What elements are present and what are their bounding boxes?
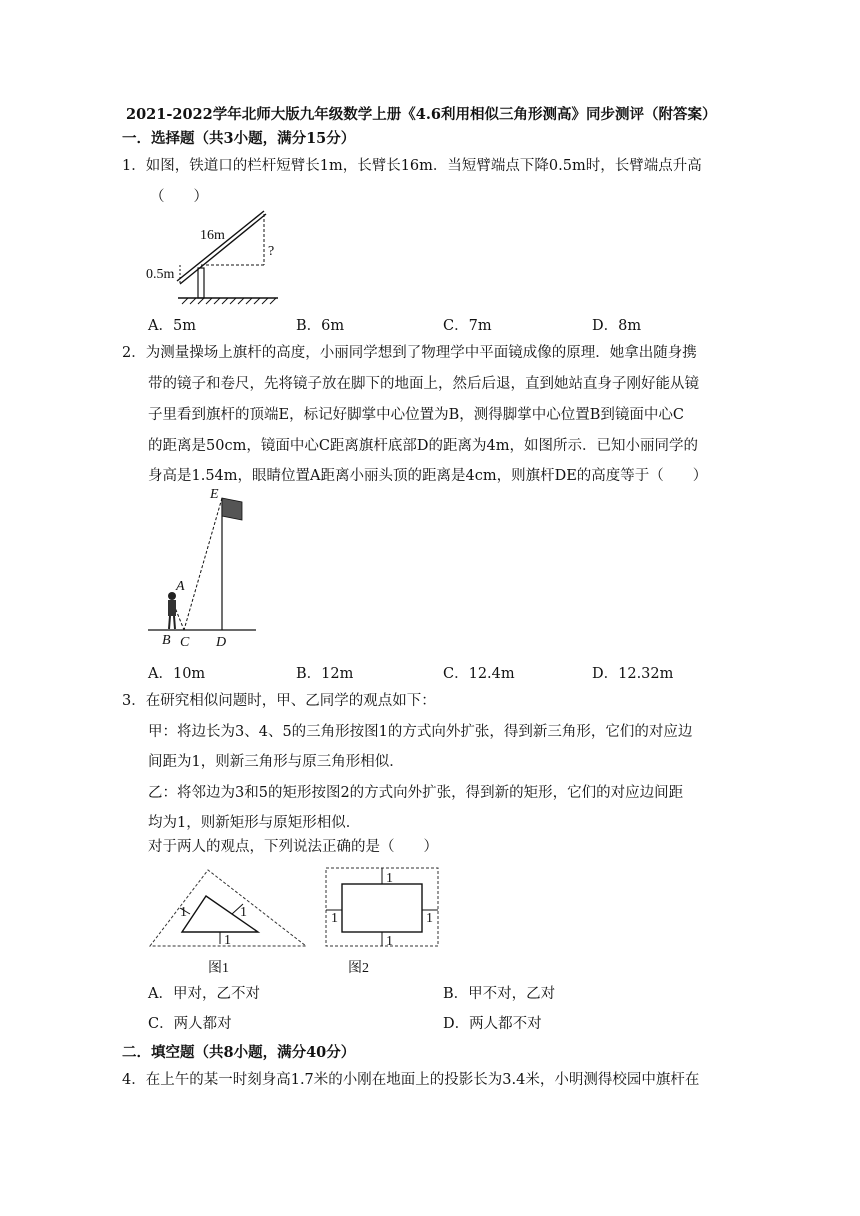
q3-option-d[interactable]: D．两人都不对 <box>443 1016 542 1032</box>
q1-option-b[interactable]: B．6m <box>296 318 345 334</box>
question-3-line-5: 均为1，则新矩形与原矩形相似． <box>148 815 361 831</box>
label-0.5m: 0.5m <box>146 267 175 282</box>
q1-option-d[interactable]: D．8m <box>592 318 642 334</box>
label-e: E <box>210 487 219 502</box>
question-3-figure-1 <box>148 864 310 976</box>
fig2-gap-right: 1 <box>426 911 433 926</box>
fig2-gap-top: 1 <box>386 871 393 886</box>
label-c: C <box>180 635 190 650</box>
fig1-gap-right: 1 <box>240 905 247 920</box>
question-3-line-4: 乙：将邻边为3和5的矩形按图2的方式向外扩张，得到新的矩形，它们的对应边间距 <box>148 785 684 801</box>
question-1-figure <box>140 205 290 305</box>
label-unknown: ? <box>268 244 275 259</box>
question-2-line-1: 2．为测量操场上旗杆的高度，小丽同学想到了物理学中平面镜成像的原理．她拿出随身携 <box>122 345 697 361</box>
question-4-line-1: 4．在上午的某一时刻身高1.7米的小刚在地面上的投影长为3.4米，小明测得校园中旗杆在 <box>122 1072 700 1088</box>
fig1-gap-left: 1 <box>180 905 187 920</box>
question-3-line-6: 对于两人的观点，下列说法正确的是（ ） <box>148 839 438 855</box>
question-3-line-3: 间距为1，则新三角形与原三角形相似． <box>148 754 404 770</box>
figure-2-caption: 图2 <box>348 961 369 976</box>
q3-option-c[interactable]: C．两人都对 <box>148 1016 232 1032</box>
section-heading-fill-in: 二．填空题（共8小题，满分40分） <box>122 1044 356 1061</box>
q1-option-c[interactable]: C．7m <box>443 318 492 334</box>
q2-option-c[interactable]: C．12.4m <box>443 666 515 682</box>
q2-option-b[interactable]: B．12m <box>296 666 354 682</box>
figure-1-caption: 图1 <box>208 961 229 976</box>
q2-option-d[interactable]: D．12.32m <box>592 666 674 682</box>
fig2-gap-left: 1 <box>331 911 338 926</box>
q1-option-a[interactable]: A．5m <box>148 318 196 334</box>
label-d: D <box>216 635 227 650</box>
q2-option-a[interactable]: A．10m <box>148 666 206 682</box>
fig1-gap-bottom: 1 <box>224 933 231 948</box>
question-2-figure <box>146 486 266 651</box>
question-2-line-2: 带的镜子和卷尺，先将镜子放在脚下的地面上，然后后退，直到她站直身子刚好能从镜 <box>148 376 699 392</box>
question-2-line-4: 的距离是50cm，镜面中心C距离旗杆底部D的距离为4m，如图所示．已知小丽同学的 <box>148 438 699 454</box>
document-title: 2021-2022学年北师大版九年级数学上册《4.6利用相似三角形测高》同步测评（附答案） <box>126 106 717 123</box>
question-1-blank: （ ） <box>150 189 208 205</box>
question-3-line-1: 3．在研究相似问题时，甲、乙同学的观点如下： <box>122 693 436 709</box>
question-2-line-5: 身高是1.54m，眼睛位置A距离小丽头顶的距离是4cm，则旗杆DE的高度等于（ ） <box>148 468 708 484</box>
question-3-line-2: 甲：将边长为3、4、5的三角形按图1的方式向外扩张，得到新三角形，它们的对应边 <box>148 724 693 740</box>
label-b: B <box>162 633 171 648</box>
label-16m: 16m <box>200 228 225 243</box>
q3-option-b[interactable]: B．甲不对，乙对 <box>443 986 556 1002</box>
fig2-gap-bottom: 1 <box>386 934 393 949</box>
question-3-figure-2 <box>322 866 442 978</box>
label-a: A <box>176 579 185 594</box>
q3-option-a[interactable]: A．甲对，乙不对 <box>148 986 260 1002</box>
question-2-line-3: 子里看到旗杆的顶端E，标记好脚掌中心位置为B，测得脚掌中心位置B到镜面中心C <box>148 407 684 423</box>
question-1-stem: 1．如图，铁道口的栏杆短臂长1m，长臂长16m．当短臂端点下降0.5m时，长臂端点升高 <box>122 158 702 174</box>
section-heading-choice: 一．选择题（共3小题，满分15分） <box>122 130 356 147</box>
